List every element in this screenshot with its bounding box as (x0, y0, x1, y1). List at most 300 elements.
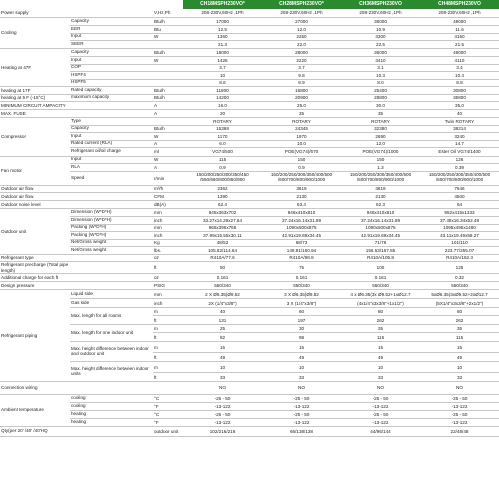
spec-value: 49 (420, 353, 499, 362)
spec-row (0, 185, 499, 193)
spec-value: VG74/500 (183, 148, 262, 157)
row-item (70, 200, 153, 209)
spec-value: 7646 (420, 185, 499, 193)
row-unit: A (153, 109, 183, 118)
spec-row (0, 41, 499, 49)
spec-value: 965x395x765 (183, 224, 262, 232)
spec-value: 14200 (183, 94, 262, 102)
spec-value: 38214 (420, 125, 499, 133)
spec-value: 37.24x16.14x31.89 (262, 217, 341, 225)
spec-value: 10.9 (341, 26, 420, 34)
row-item (70, 109, 153, 118)
spec-value: 208-230V,60Hz ,1Ph (262, 9, 341, 17)
spec-row (0, 57, 499, 65)
row-item: Input (70, 33, 153, 41)
spec-value: -13-122 (262, 418, 341, 426)
spec-value: 30.0 (341, 102, 420, 110)
row-unit: oz (153, 274, 183, 282)
row-category: Power supply (0, 9, 70, 17)
spec-row (0, 133, 499, 141)
header-blank (70, 0, 153, 9)
header-row (0, 0, 499, 9)
spec-value: 17000 (183, 17, 262, 26)
row-unit: °F (153, 402, 183, 410)
spec-value: -25 - 50 (262, 410, 341, 418)
row-item: cooling (70, 402, 153, 410)
spec-value: 946x410x810 (341, 209, 420, 217)
row-unit: Btu/h (153, 87, 183, 95)
spec-value: 208-230V,60Hz ,1Ph (341, 9, 420, 17)
spec-value: 16800 (262, 87, 341, 95)
spec-value: (4x1/4"x3x3/8"+1x1/2") (341, 299, 420, 308)
header-blank (0, 0, 70, 9)
spec-value: 40 (183, 308, 262, 316)
spec-value: 197 (262, 316, 341, 325)
spec-value: 11.6 (420, 26, 499, 34)
row-category: Design pressure (0, 281, 70, 290)
spec-value: 0.161 (262, 274, 341, 282)
spec-value: 33 (183, 373, 262, 382)
spec-row (0, 410, 499, 418)
spec-value: 48000 (420, 17, 499, 26)
spec-row (0, 290, 499, 299)
spec-row (0, 9, 499, 17)
spec-value: -13-122 (262, 402, 341, 410)
row-item: HSPF4 (70, 72, 153, 80)
spec-value: ROTARY (183, 118, 262, 126)
spec-value: 37.99x15.55x30.11 (183, 232, 262, 240)
spec-value: 80 (341, 308, 420, 316)
row-unit: inch (153, 299, 183, 308)
spec-value: 28000 (262, 48, 341, 57)
spec-value: 550/340 (183, 281, 262, 290)
spec-value: 66/138/138 (262, 426, 341, 436)
row-unit: mm (153, 209, 183, 217)
spec-row (0, 217, 499, 225)
spec-value: -25 - 50 (420, 394, 499, 402)
spec-value: 4500 (420, 193, 499, 201)
row-unit: ft (153, 373, 183, 382)
spec-value: 40 (420, 109, 499, 118)
spec-value: 44/96/144 (341, 426, 420, 436)
spec-value: 25.0 (262, 102, 341, 110)
spec-value: 150/200/250/300/350/400/500 /600/700/800/900/1000 (420, 171, 499, 185)
spec-value: -25 - 50 (341, 410, 420, 418)
row-unit: W (153, 33, 183, 41)
row-unit: m (153, 308, 183, 316)
row-unit: ft (153, 353, 183, 362)
spec-value: 25 (262, 109, 341, 118)
spec-value: -13-122 (183, 402, 262, 410)
row-item: Speed (70, 171, 153, 185)
spec-value: 115 (183, 156, 262, 164)
spec-value: 10 (341, 362, 420, 373)
spec-value: 43.11x19.49x58.27 (420, 232, 499, 240)
spec-value: 64 (420, 200, 499, 209)
row-unit: CFM (153, 193, 183, 201)
spec-row (0, 125, 499, 133)
row-unit: A (153, 164, 183, 172)
row-category: Additional charge for each ft (0, 274, 70, 282)
spec-value: POE(VG74)/1000 (341, 148, 420, 157)
spec-value: -25 - 50 (183, 410, 262, 418)
spec-value: 0.161 (183, 274, 262, 282)
row-unit: Btu/h (153, 17, 183, 26)
row-item: Type (70, 118, 153, 126)
spec-value: 4110 (420, 57, 499, 65)
spec-value: 1360 (183, 33, 262, 41)
spec-row (0, 262, 499, 274)
row-unit: °C (153, 394, 183, 402)
spec-value: 36000 (341, 17, 420, 26)
spec-value: -13-122 (420, 418, 499, 426)
spec-value: 1170 (183, 133, 262, 141)
row-unit: ml (153, 148, 183, 157)
spec-row (0, 17, 499, 26)
spec-value: 12.0 (341, 140, 420, 148)
row-unit: W (153, 57, 183, 65)
spec-row (0, 200, 499, 209)
spec-row (0, 118, 499, 126)
row-item: Capacity (70, 48, 153, 57)
row-unit: PSIG (153, 281, 183, 290)
spec-value: 68/73 (262, 239, 341, 247)
spec-row (0, 140, 499, 148)
spec-value: 8.8 (420, 79, 499, 87)
row-unit (153, 41, 183, 49)
spec-value: 952x415x1333 (420, 209, 499, 217)
row-category: Qty(per 20' /40' /40'HQ (0, 426, 70, 436)
row-item (70, 274, 153, 282)
row-item: Input (70, 156, 153, 164)
spec-value: 3619 (341, 185, 420, 193)
spec-value: 9.8 (262, 72, 341, 80)
spec-value: 35800 (420, 94, 499, 102)
row-category: Refrigerant precharge (Total pipe length) (1, 262, 69, 273)
spec-value: 16.0 (183, 102, 262, 110)
spec-value: 10 (183, 72, 262, 80)
spec-value: R410A/77.6 (183, 254, 262, 262)
spec-value: 3619 (262, 185, 341, 193)
row-category: Outdoor air flow (0, 193, 70, 201)
row-category: Heating at 47F (0, 48, 70, 87)
row-unit: Btu/h (153, 125, 183, 133)
spec-row (0, 325, 499, 333)
spec-value: 100 (341, 262, 420, 274)
spec-value: 21.5 (420, 41, 499, 49)
spec-row (0, 94, 499, 102)
spec-value: 35.0 (420, 102, 499, 110)
row-unit: lbs. (153, 247, 183, 255)
spec-value: 150 (341, 156, 420, 164)
spec-row (0, 394, 499, 402)
spec-row (0, 232, 499, 240)
spec-value: 2X (1/4"x3/8") (183, 299, 262, 308)
spec-value: 27000 (262, 17, 341, 26)
spec-value: 3 X (1/4"x3/8") (262, 299, 341, 308)
spec-row (0, 79, 499, 87)
row-item: heating (70, 410, 153, 418)
spec-value: -13-122 (420, 402, 499, 410)
model-header: CH48MSPH230VO (420, 0, 499, 9)
row-item: Input (70, 57, 153, 65)
spec-value: 550/340 (341, 281, 420, 290)
spec-value: 550/340 (420, 281, 499, 290)
spec-value: 15368 (183, 125, 262, 133)
spec-value: 6.0 (183, 140, 262, 148)
spec-value: 0.9 (183, 164, 262, 172)
spec-value: 150 (262, 156, 341, 164)
row-item (70, 281, 153, 290)
spec-row (0, 362, 499, 373)
row-item: Input (70, 133, 153, 141)
row-category: heating at 5 F (-15°C) (0, 94, 70, 102)
spec-value: 32380 (341, 125, 420, 133)
spec-value: 37.48x16.34x52.48 (420, 217, 499, 225)
row-unit: Btu (153, 26, 183, 34)
spec-value: 37.24x16.14x31.89 (341, 217, 420, 225)
row-unit: ft (153, 316, 183, 325)
spec-value: 845x363x702 (183, 209, 262, 217)
spec-value: 8.6 (183, 79, 262, 87)
spec-value: 1090x500x875 (341, 224, 420, 232)
spec-value: 28800 (341, 94, 420, 102)
row-item: HSPF5 (70, 79, 153, 87)
model-header: CH28MSPH230VO* (262, 0, 341, 9)
row-item: Net/Gross weight (70, 239, 153, 247)
spec-value: NO (183, 382, 262, 395)
row-item: Rated current (RLA) (70, 140, 153, 148)
row-item: EER (70, 26, 153, 34)
spec-value: 8.9 (262, 79, 341, 87)
spec-value: 20900 (262, 94, 341, 102)
row-item: Max. height difference between indoor and outdoor unit (70, 342, 153, 362)
spec-value: 63.4 (262, 200, 341, 209)
spec-value: 2250 (262, 33, 341, 41)
spec-value: 3.7 (262, 64, 341, 72)
spec-value: 0.161 (341, 274, 420, 282)
spec-row (0, 224, 499, 232)
spec-value: 22.5 (341, 41, 420, 49)
row-unit: A (153, 140, 183, 148)
spec-value: 150/200/250/300/350/450 /550/660/800/850/900 (183, 171, 262, 185)
spec-row (0, 308, 499, 316)
row-item: Capacity (70, 125, 153, 133)
spec-value: 4150 (420, 33, 499, 41)
row-item: Dimension (W*D*H) (70, 217, 153, 225)
row-category: Refrigerant piping (0, 290, 70, 382)
row-item: maximum capacity (70, 94, 153, 102)
spec-row (0, 426, 499, 436)
spec-value: 102/216/216 (183, 426, 262, 436)
row-unit: m (153, 325, 183, 333)
row-item: Max. height difference between indoor units (70, 362, 153, 382)
header-blank (153, 0, 183, 9)
spec-row (0, 171, 499, 185)
spec-value: 1390 (183, 193, 262, 201)
row-item (70, 382, 153, 395)
model-header: CH36MSPH230VO (341, 0, 420, 9)
row-category: MAX. FUSE (0, 109, 70, 118)
spec-value: 11800 (183, 87, 262, 95)
spec-value: 2220 (262, 57, 341, 65)
row-item (70, 9, 153, 17)
row-item: Rated capacity (70, 87, 153, 95)
spec-value: 2362 (183, 185, 262, 193)
row-item: Capacity (70, 17, 153, 26)
row-item: cooling (70, 394, 153, 402)
spec-value: 25 (183, 325, 262, 333)
spec-value: 223.77/255.07 (420, 247, 499, 255)
spec-row (0, 281, 499, 290)
spec-value: -13-122 (341, 418, 420, 426)
spec-row (0, 148, 499, 157)
row-unit: mm (153, 224, 183, 232)
spec-value: 33 (341, 373, 420, 382)
row-item: Refrigerant oil/oil charge (70, 148, 153, 157)
spec-value: 3.1 (341, 64, 420, 72)
row-unit: W (153, 133, 183, 141)
spec-value: -25 - 50 (183, 394, 262, 402)
spec-value: 3 X Ø6.35(Ø9.52 (262, 290, 341, 299)
row-item: Liquid side (70, 290, 153, 299)
spec-row (0, 299, 499, 308)
row-unit: V,Hz,Ph (153, 9, 183, 17)
spec-value: 22/48/48 (420, 426, 499, 436)
spec-row (0, 33, 499, 41)
spec-value: 35 (341, 325, 420, 333)
spec-value: 8.0 (341, 79, 420, 87)
spec-value: 10 (420, 362, 499, 373)
spec-value: 15 (262, 342, 341, 353)
spec-value: 48000 (420, 48, 499, 57)
spec-row (0, 342, 499, 353)
row-item (70, 193, 153, 201)
row-item: Dimension (W*D*H) (70, 209, 153, 217)
spec-value: 1090x500x875 (262, 224, 341, 232)
row-category: Connection wiring (0, 382, 70, 395)
spec-row (0, 418, 499, 426)
spec-value: 12.5 (183, 26, 262, 34)
spec-row (0, 402, 499, 410)
spec-value: 30800 (420, 87, 499, 95)
spec-value: NO (262, 382, 341, 395)
spec-value: 2130 (341, 193, 420, 201)
spec-value: 60 (262, 308, 341, 316)
spec-value: 550/340 (262, 281, 341, 290)
row-unit: mm (153, 290, 183, 299)
row-unit: m (153, 362, 183, 373)
spec-value: 10.0 (262, 140, 341, 148)
row-category: Outdoor noise level (0, 200, 70, 209)
spec-value: 150/200/250/300/350/400/500 /600/700/800/900/1000 (341, 171, 420, 185)
spec-value: 10.4 (420, 72, 499, 80)
spec-value: 20 (183, 109, 262, 118)
spec-value: 33 (262, 373, 341, 382)
spec-value: 36000 (341, 48, 420, 57)
row-unit: m (153, 342, 183, 353)
spec-value: 48/52 (183, 239, 262, 247)
row-unit: r/min (153, 171, 183, 185)
spec-value: -25 - 50 (420, 410, 499, 418)
spec-row (0, 274, 499, 282)
row-unit: W (153, 156, 183, 164)
spec-value: R410A/162.3 (420, 254, 499, 262)
spec-value: 49 (183, 353, 262, 362)
row-unit (153, 72, 183, 80)
spec-value: 105.82/114.64 (183, 247, 262, 255)
row-unit: m³/h (153, 185, 183, 193)
spec-row (0, 48, 499, 57)
spec-value: 49 (341, 353, 420, 362)
spec-value: POE(VG74)/670 (262, 148, 341, 157)
spec-row (0, 26, 499, 34)
spec-value: (5X1/4"x3x3/8"+2x1/2") (420, 299, 499, 308)
spec-value: 35 (420, 325, 499, 333)
row-unit: ft (153, 333, 183, 342)
spec-value: 5xØ6.35(3xØ9.52+2xØ12.7 (420, 290, 499, 299)
spec-value: 115 (341, 333, 420, 342)
spec-value: 4 x Ø6.35(3x Ø9.52+1xØ12.7 (341, 290, 420, 299)
row-category: Refrigerant type (0, 254, 70, 262)
spec-row (0, 87, 499, 95)
row-unit: outdoor unit (153, 426, 183, 436)
spec-value: Twin ROTARY (420, 118, 499, 126)
spec-value: 156.53/167.55 (341, 247, 420, 255)
row-unit: ft (153, 262, 183, 274)
row-unit (153, 79, 183, 87)
spec-value: 946x410x810 (262, 209, 341, 217)
row-item: Packing (W*D*H) (70, 224, 153, 232)
spec-value: 0.39 (420, 164, 499, 172)
row-unit: Kg (153, 239, 183, 247)
spec-row (0, 156, 499, 164)
row-item (70, 426, 153, 436)
row-item: RLA (70, 164, 153, 172)
model-header: CH18MSPH230VO* (183, 0, 262, 9)
spec-value: 1970 (262, 133, 341, 141)
spec-value: 62.4 (183, 200, 262, 209)
spec-value: 131 (183, 316, 262, 325)
spec-value: 10 (262, 362, 341, 373)
row-item: Max. length for one indoor unit (70, 325, 153, 342)
spec-value: 126 (420, 156, 499, 164)
row-unit (153, 64, 183, 72)
spec-value: 82 (183, 333, 262, 342)
row-category: Outdoor air flow (0, 185, 70, 193)
spec-value: 18000 (183, 48, 262, 57)
spec-row (0, 72, 499, 80)
spec-value: 3.7 (183, 64, 262, 72)
spec-value: 80 (420, 308, 499, 316)
row-category: Compressor (0, 118, 70, 157)
spec-value: 49 (262, 353, 341, 362)
spec-value: 262 (420, 316, 499, 325)
row-category: MINIMUM CIRCUIT AMPACITY (0, 102, 70, 110)
spec-value: 101/110 (420, 239, 499, 247)
row-item: COP (70, 64, 153, 72)
row-item (70, 262, 153, 274)
spec-value: 22.0 (262, 41, 341, 49)
spec-value: 2690 (341, 133, 420, 141)
spec-value: -25 - 50 (262, 394, 341, 402)
row-unit: Btu/h (153, 48, 183, 57)
spec-value: 2 X Ø6.35(Ø9.52 (183, 290, 262, 299)
row-category: Outdoor unit (0, 209, 70, 255)
row-category: Ambient temperature (0, 394, 70, 426)
spec-value: 42.91x19.69x34.45 (341, 232, 420, 240)
row-unit: Btu/h (153, 94, 183, 102)
